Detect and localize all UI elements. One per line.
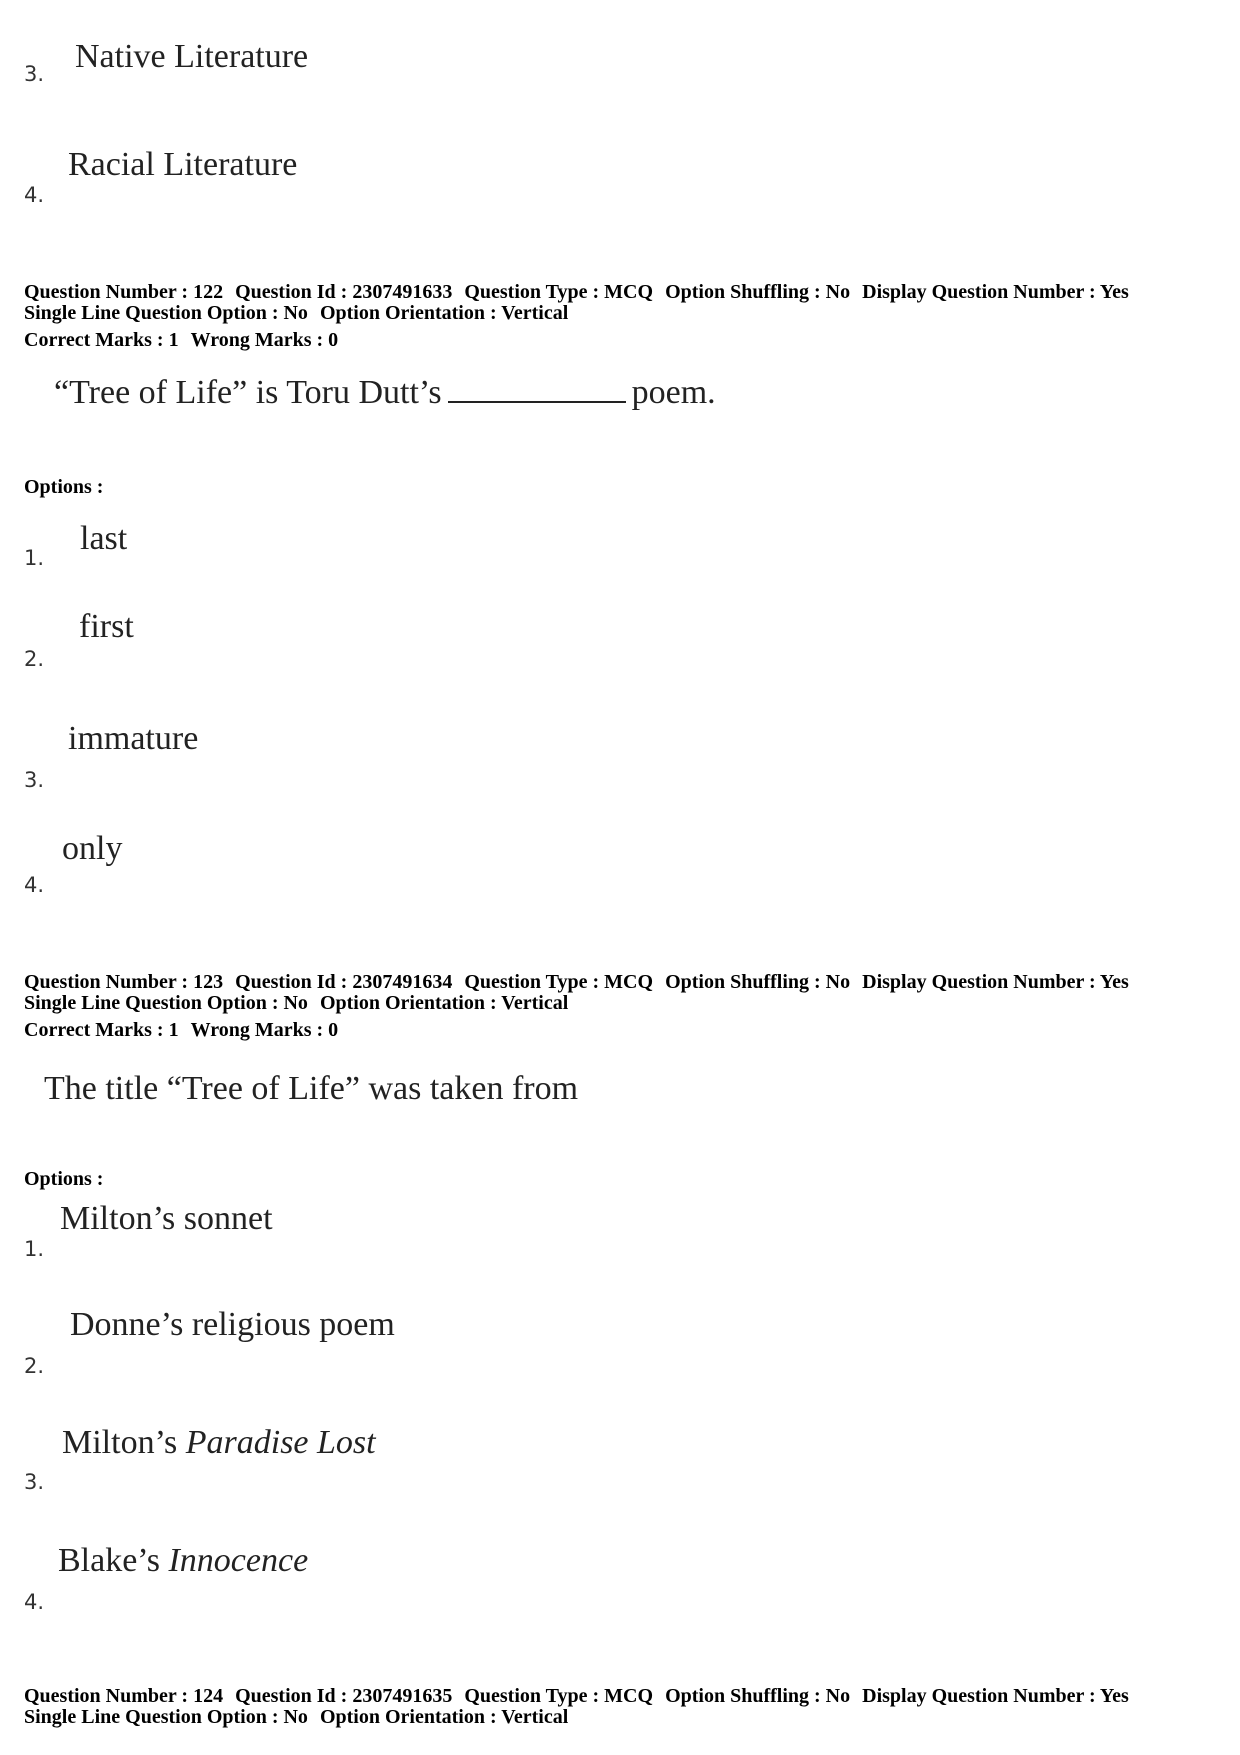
q122-option-2-text: first xyxy=(79,608,134,645)
q122-options-label: Options : xyxy=(24,476,104,498)
q122-meta-line-1 xyxy=(24,282,1129,303)
q122-text-before: “Tree of Life” is Toru Dutt’s xyxy=(54,374,442,411)
q122-question-id: Question Id : 2307491633 xyxy=(235,281,453,303)
q123-option-3-plain: Milton’s xyxy=(62,1424,178,1461)
q123-options-label: Options : xyxy=(24,1168,104,1190)
q124-question-id: Question Id : 2307491635 xyxy=(235,1685,453,1707)
q122-meta-line-2 xyxy=(24,303,1129,324)
q123-option-orientation: Option Orientation : Vertical xyxy=(319,992,569,1014)
q123-option-2-text: Donne’s religious poem xyxy=(70,1306,395,1343)
q123-marks xyxy=(24,1020,1129,1041)
q123-option-2-number: 2. xyxy=(24,1354,45,1378)
q123-option-3-text xyxy=(62,1424,376,1462)
q124-question-type: Question Type : MCQ xyxy=(464,1685,654,1707)
q123-option-1-text: Milton’s sonnet xyxy=(60,1200,273,1237)
q123-option-shuffling: Option Shuffling : No xyxy=(665,971,851,993)
q122-option-orientation: Option Orientation : Vertical xyxy=(319,302,569,324)
q123-display-question-number: Display Question Number : Yes xyxy=(862,971,1129,993)
q124-option-orientation: Option Orientation : Vertical xyxy=(319,1706,569,1728)
q122-question-type: Question Type : MCQ xyxy=(464,281,654,303)
q123-option-4-plain: Blake’s xyxy=(58,1542,160,1579)
q122-question-number: Question Number : 122 xyxy=(24,281,224,303)
q123-question-text: The title “Tree of Life” was taken from xyxy=(44,1070,579,1107)
q122-option-4-text: only xyxy=(62,830,123,867)
q122-option-1-text: last xyxy=(80,520,128,557)
q123-option-3-italic: Paradise Lost xyxy=(185,1424,376,1461)
prev-option-3-text: Native Literature xyxy=(75,38,309,75)
prev-option-3-number: 3. xyxy=(24,62,45,86)
prev-option-4-text: Racial Literature xyxy=(68,146,298,183)
q124-meta-line-2 xyxy=(24,1707,1129,1728)
q122-option-3-text: immature xyxy=(68,720,199,757)
q124-meta-line-1 xyxy=(24,1686,1129,1707)
q122-option-shuffling: Option Shuffling : No xyxy=(665,281,851,303)
q123-wrong-marks: Wrong Marks : 0 xyxy=(190,1019,339,1041)
q123-correct-marks: Correct Marks : 1 xyxy=(24,1019,179,1041)
q122-option-1-number: 1. xyxy=(24,546,45,570)
q123-option-3-number: 3. xyxy=(24,1470,45,1494)
q123-question-id: Question Id : 2307491634 xyxy=(235,971,453,993)
q122-option-2-number: 2. xyxy=(24,647,45,671)
q124-option-shuffling: Option Shuffling : No xyxy=(665,1685,851,1707)
q122-answer-blank xyxy=(448,400,626,403)
q123-question-number: Question Number : 123 xyxy=(24,971,224,993)
q123-option-4-number: 4. xyxy=(24,1590,45,1614)
q124-single-line-option: Single Line Question Option : No xyxy=(24,1706,308,1728)
q122-display-question-number: Display Question Number : Yes xyxy=(862,281,1129,303)
q122-option-3-number: 3. xyxy=(24,768,45,792)
q123-meta-line-2 xyxy=(24,993,1129,1014)
q124-display-question-number: Display Question Number : Yes xyxy=(862,1685,1129,1707)
q123-option-4-italic: Innocence xyxy=(168,1542,309,1579)
q122-marks xyxy=(24,330,1129,351)
q122-single-line-option: Single Line Question Option : No xyxy=(24,302,308,324)
q123-question-type: Question Type : MCQ xyxy=(464,971,654,993)
prev-option-4-number: 4. xyxy=(24,183,45,207)
q122-correct-marks: Correct Marks : 1 xyxy=(24,329,179,351)
q122-question-text xyxy=(54,374,716,412)
q122-option-4-number: 4. xyxy=(24,873,45,897)
q123-single-line-option: Single Line Question Option : No xyxy=(24,992,308,1014)
q124-question-number: Question Number : 124 xyxy=(24,1685,224,1707)
q124-meta xyxy=(24,1686,1129,1728)
q123-option-1-number: 1. xyxy=(24,1237,45,1261)
q123-meta-line-1 xyxy=(24,972,1129,993)
q122-text-after: poem. xyxy=(631,374,716,411)
q122-wrong-marks: Wrong Marks : 0 xyxy=(190,329,339,351)
q123-meta xyxy=(24,972,1129,1041)
q123-option-4-text xyxy=(58,1542,308,1580)
q122-meta xyxy=(24,282,1129,351)
